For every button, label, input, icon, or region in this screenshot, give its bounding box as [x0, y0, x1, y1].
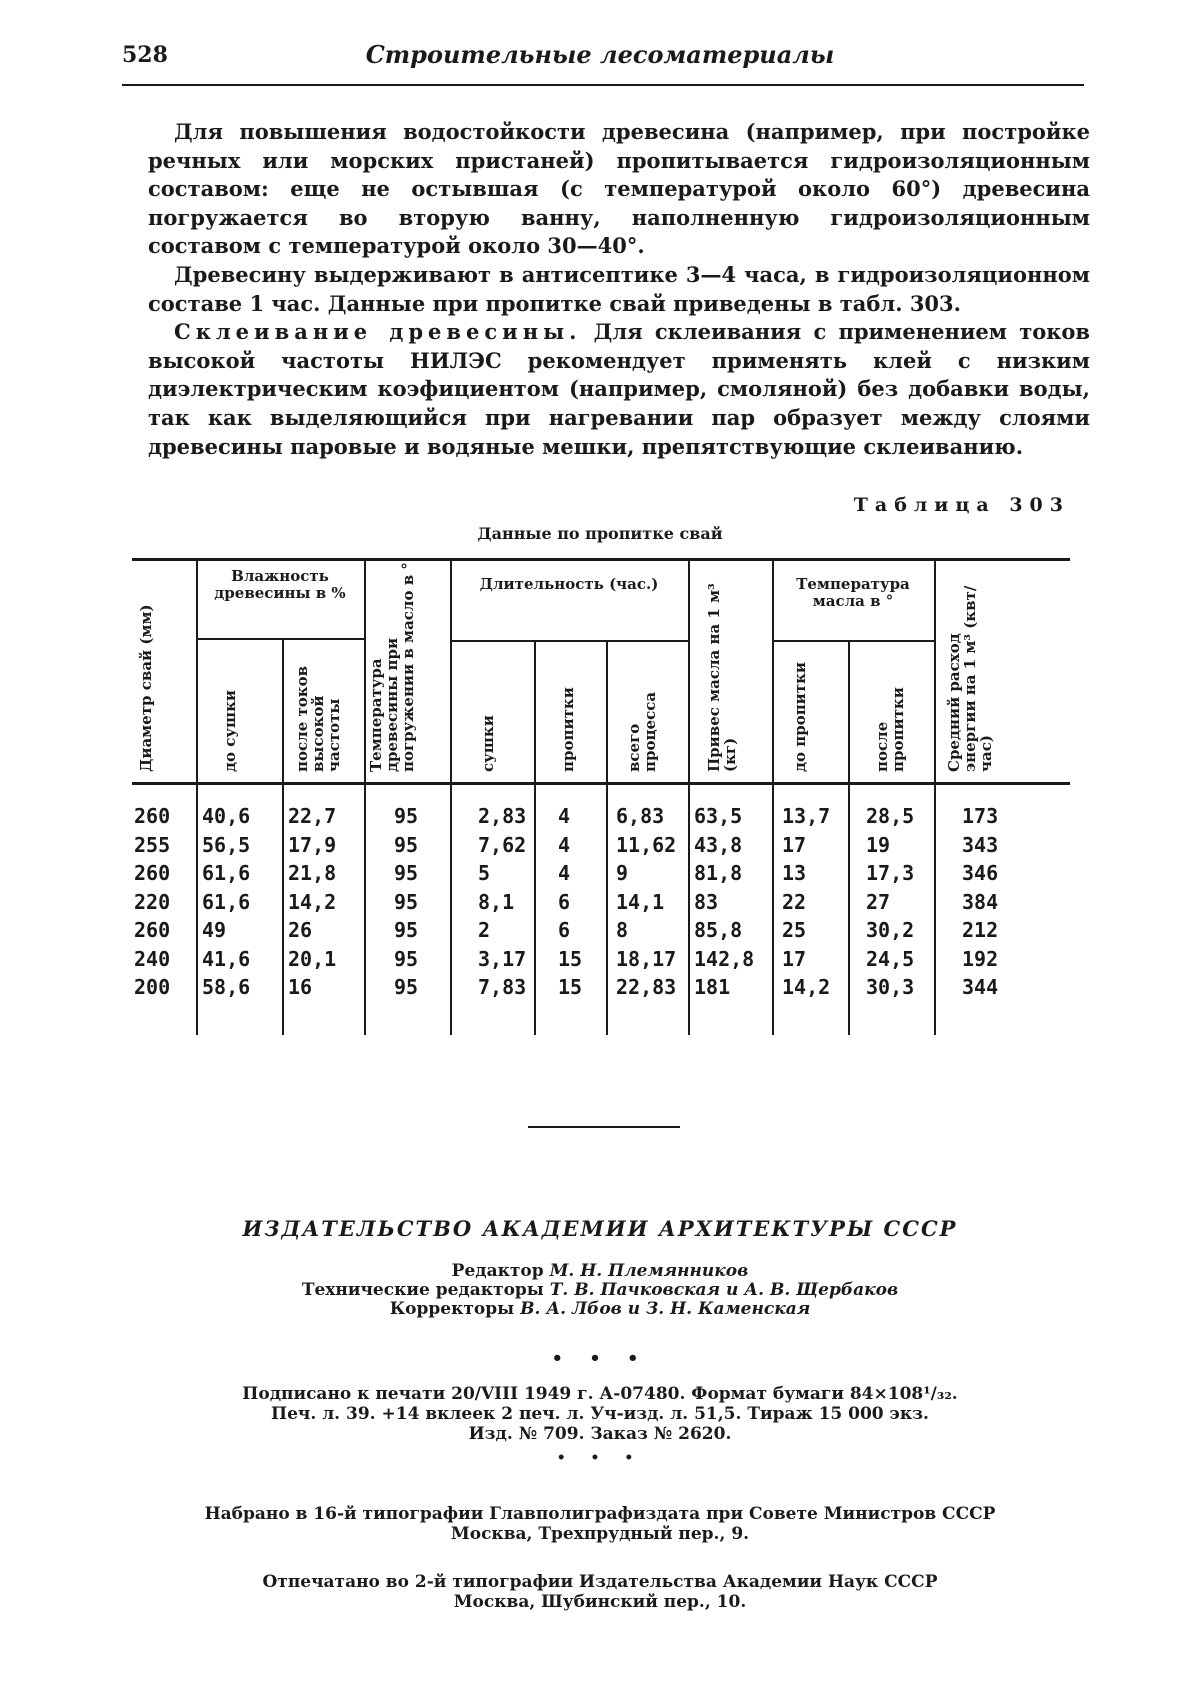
cell-dur-total: 8 — [616, 918, 629, 942]
table-title: Данные по пропитке свай — [477, 524, 723, 543]
cell-moisture-after: 21,8 — [288, 861, 337, 885]
cell-diameter: 260 — [134, 861, 171, 885]
table-row — [132, 890, 1070, 919]
cell-oil-temp-after: 30,2 — [866, 918, 915, 942]
cell-moisture-before: 58,6 — [202, 975, 251, 999]
tech-editors-line — [0, 1281, 1200, 1300]
header-oil-after: после пропитки — [873, 687, 907, 772]
cell-moisture-before: 56,5 — [202, 832, 251, 857]
table-top-rule — [132, 558, 1070, 561]
table-label: Таблица 303 — [853, 494, 1070, 516]
group-rule — [450, 640, 688, 642]
cell-diameter: 240 — [134, 946, 171, 971]
group-rule — [196, 638, 364, 640]
printed-line-2: Москва, Шубинский пер., 10. — [453, 1592, 747, 1612]
cell-moisture-after: 22,7 — [288, 804, 337, 828]
typeset-line-2: Москва, Трехпрудный пер., 9. — [450, 1524, 750, 1544]
table-header-rule — [132, 782, 1070, 785]
paragraph-2: Древесину выдерживают в антисептике 3—4 часа, в гидроизоляционном составе 1 час. Данные при пропитке свай приведены в табл. 303. — [148, 261, 1090, 316]
table-body — [132, 804, 1070, 1004]
cell-oil-gain: 63,5 — [694, 804, 743, 828]
cell-moisture-after: 17,9 — [288, 832, 337, 857]
typeset-line-1: Набрано в 16-й типографии Главполиграфиздата при Совете Министров СССР — [204, 1504, 996, 1524]
table-row — [132, 947, 1070, 976]
cell-dur-impregnation: 15 — [558, 946, 583, 971]
cell-dur-total: 9 — [616, 861, 629, 885]
cell-dur-total: 14,1 — [616, 889, 665, 914]
running-title: Строительные лесоматериалы — [365, 40, 835, 69]
cell-dur-drying: 2 — [478, 918, 491, 942]
cell-oil-temp-after: 19 — [866, 832, 891, 857]
cell-energy: 212 — [962, 918, 999, 942]
header-diameter: Диаметр свай (мм) — [137, 604, 155, 772]
section-divider — [528, 1126, 680, 1128]
cell-dur-total: 11,62 — [616, 832, 677, 857]
cell-dur-impregnation: 4 — [558, 804, 571, 828]
cell-temp-wood: 95 — [394, 832, 419, 857]
cell-oil-gain: 142,8 — [694, 946, 755, 971]
cell-oil-temp-after: 17,3 — [866, 861, 915, 885]
cell-oil-temp-after: 28,5 — [866, 804, 915, 828]
credits — [0, 1262, 1200, 1319]
cell-moisture-before: 61,6 — [202, 861, 251, 885]
cell-temp-wood: 95 — [394, 889, 419, 914]
cell-oil-gain: 181 — [694, 975, 731, 999]
table-row — [132, 833, 1070, 862]
cell-oil-gain: 85,8 — [694, 918, 743, 942]
cell-oil-gain: 43,8 — [694, 832, 743, 857]
cell-moisture-before: 40,6 — [202, 804, 251, 828]
cell-dur-impregnation: 4 — [558, 832, 571, 857]
cell-dur-drying: 3,17 — [478, 946, 527, 971]
cell-moisture-before: 61,6 — [202, 889, 251, 914]
cell-dur-total: 22,83 — [616, 975, 677, 999]
cell-oil-temp-before: 13,7 — [782, 804, 831, 828]
cell-energy: 173 — [962, 804, 999, 828]
cell-moisture-before: 41,6 — [202, 946, 251, 971]
cell-temp-wood: 95 — [394, 918, 419, 942]
cell-energy: 346 — [962, 861, 999, 885]
cell-energy: 192 — [962, 946, 999, 971]
ornament-dots: • • • — [551, 1348, 649, 1369]
cell-energy: 384 — [962, 889, 999, 914]
typeset-info — [112, 1504, 1088, 1544]
editor-line — [0, 1262, 1200, 1281]
cell-oil-temp-after: 30,3 — [866, 975, 915, 999]
printed-line-1: Отпечатано во 2-й типографии Издательства Академии Наук СССР — [262, 1572, 938, 1592]
table-row — [132, 918, 1070, 947]
header-oil-temp-group: Температура масла в ° — [796, 575, 910, 610]
publisher-name: ИЗДАТЕЛЬСТВО АКАДЕМИИ АРХИТЕКТУРЫ СССР — [242, 1216, 958, 1241]
proof-label: Корректоры — [389, 1299, 515, 1319]
cell-diameter: 260 — [134, 918, 171, 942]
cell-diameter: 220 — [134, 889, 171, 914]
cell-moisture-after: 14,2 — [288, 889, 337, 914]
cell-moisture-after: 26 — [288, 918, 313, 942]
page-number: 528 — [122, 42, 168, 68]
sheets-line: Печ. л. 39. +14 вклеек 2 печ. л. Уч-изд. л. 51,5. Тираж 15 000 экз. — [271, 1404, 929, 1424]
cell-diameter: 260 — [134, 804, 171, 828]
cell-dur-impregnation: 15 — [558, 975, 583, 999]
cell-dur-drying: 5 — [478, 861, 491, 885]
header-dur-total: всего процесса — [625, 691, 659, 772]
cell-temp-wood: 95 — [394, 975, 419, 999]
order-line: Изд. № 709. Заказ № 2620. — [468, 1424, 732, 1444]
publication-info — [112, 1384, 1088, 1444]
paragraph-3-rest: Для склеивания с применением токов высокой частоты НИЛЭС рекомендует применять клей с низким диэлектрическим коэфициентом (например, смоляной) без добавки воды, так как выделяющийся при нагревании пар образует между слоями древесины паровые и водяные мешки, препятствующие склеиванию. — [148, 319, 1091, 459]
header-oil-gain: Привес масла на 1 м³ (кг) — [705, 583, 739, 772]
cell-temp-wood: 95 — [394, 861, 419, 885]
signed-line: Подписано к печати 20/VIII 1949 г. А-07480. Формат бумаги 84×108¹/₃₂. — [242, 1384, 958, 1404]
cell-oil-temp-before: 13 — [782, 861, 807, 885]
header-rule — [122, 84, 1084, 86]
cell-dur-total: 18,17 — [616, 946, 677, 971]
cell-oil-temp-before: 14,2 — [782, 975, 831, 999]
editor-label: Редактор — [451, 1261, 544, 1281]
tech-names: Т. В. Пачковская и А. В. Щербаков — [549, 1280, 899, 1300]
cell-oil-temp-after: 27 — [866, 889, 891, 914]
header-duration-group: Длительность (час.) — [479, 575, 659, 593]
header-dur-impregnation: пропитки — [559, 687, 577, 772]
cell-energy: 343 — [962, 832, 999, 857]
cell-dur-drying: 2,83 — [478, 804, 527, 828]
cell-oil-temp-before: 25 — [782, 918, 807, 942]
editor-name: М. Н. Племянников — [549, 1261, 749, 1281]
printed-info — [112, 1572, 1088, 1612]
tech-label: Технические редакторы — [301, 1280, 544, 1300]
header-temp-wood: Температура древесины при погружении в масло в ° — [367, 562, 417, 772]
body-text — [148, 118, 1090, 461]
cell-oil-temp-before: 17 — [782, 946, 807, 971]
header-moisture-group: Влажность древесины в % — [214, 567, 346, 602]
paragraph-3 — [148, 318, 1090, 461]
impregnation-table — [132, 558, 1070, 1038]
ornament-dots: • • • — [556, 1450, 644, 1466]
header-moisture-before: до сушки — [221, 689, 239, 772]
cell-oil-gain: 81,8 — [694, 861, 743, 885]
cell-moisture-after: 20,1 — [288, 946, 337, 971]
cell-dur-drying: 7,83 — [478, 975, 527, 999]
cell-dur-drying: 7,62 — [478, 832, 527, 857]
proof-names: В. А. Лбов и З. Н. Каменская — [520, 1299, 811, 1319]
cell-diameter: 255 — [134, 832, 171, 857]
cell-oil-temp-after: 24,5 — [866, 946, 915, 971]
table-row — [132, 975, 1070, 1004]
cell-temp-wood: 95 — [394, 946, 419, 971]
cell-oil-gain: 83 — [694, 889, 719, 914]
paragraph-1: Для повышения водостойкости древесина (например, при постройке речных или морских пристаней) пропитывается гидроизоляционным составом: еще не остывшая (с температурой около 60°) древесина погружается во вторую ванну, наполненную гидроизоляционным составом с температурой около 30—40°. — [148, 119, 1090, 259]
cell-temp-wood: 95 — [394, 804, 419, 828]
table-row — [132, 861, 1070, 890]
cell-oil-temp-before: 17 — [782, 832, 807, 857]
header-oil-before: до пропитки — [791, 661, 809, 772]
cell-dur-total: 6,83 — [616, 804, 665, 828]
cell-dur-impregnation: 6 — [558, 918, 571, 942]
cell-dur-drying: 8,1 — [478, 889, 515, 914]
header-moisture-after: после токов высокой частоты — [293, 665, 343, 772]
cell-dur-impregnation: 4 — [558, 861, 571, 885]
group-rule — [772, 640, 934, 642]
cell-moisture-after: 16 — [288, 975, 313, 999]
cell-oil-temp-before: 22 — [782, 889, 807, 914]
cell-diameter: 200 — [134, 975, 171, 999]
cell-energy: 344 — [962, 975, 999, 999]
header-energy: Средний расход энергии на 1 м³ (квт/час) — [945, 585, 995, 772]
paragraph-3-lead: Склеивание древесины. — [174, 319, 582, 345]
cell-dur-impregnation: 6 — [558, 889, 571, 914]
table-row — [132, 804, 1070, 833]
cell-moisture-before: 49 — [202, 918, 227, 942]
header-dur-drying: сушки — [479, 715, 497, 772]
proofreaders-line — [0, 1300, 1200, 1319]
